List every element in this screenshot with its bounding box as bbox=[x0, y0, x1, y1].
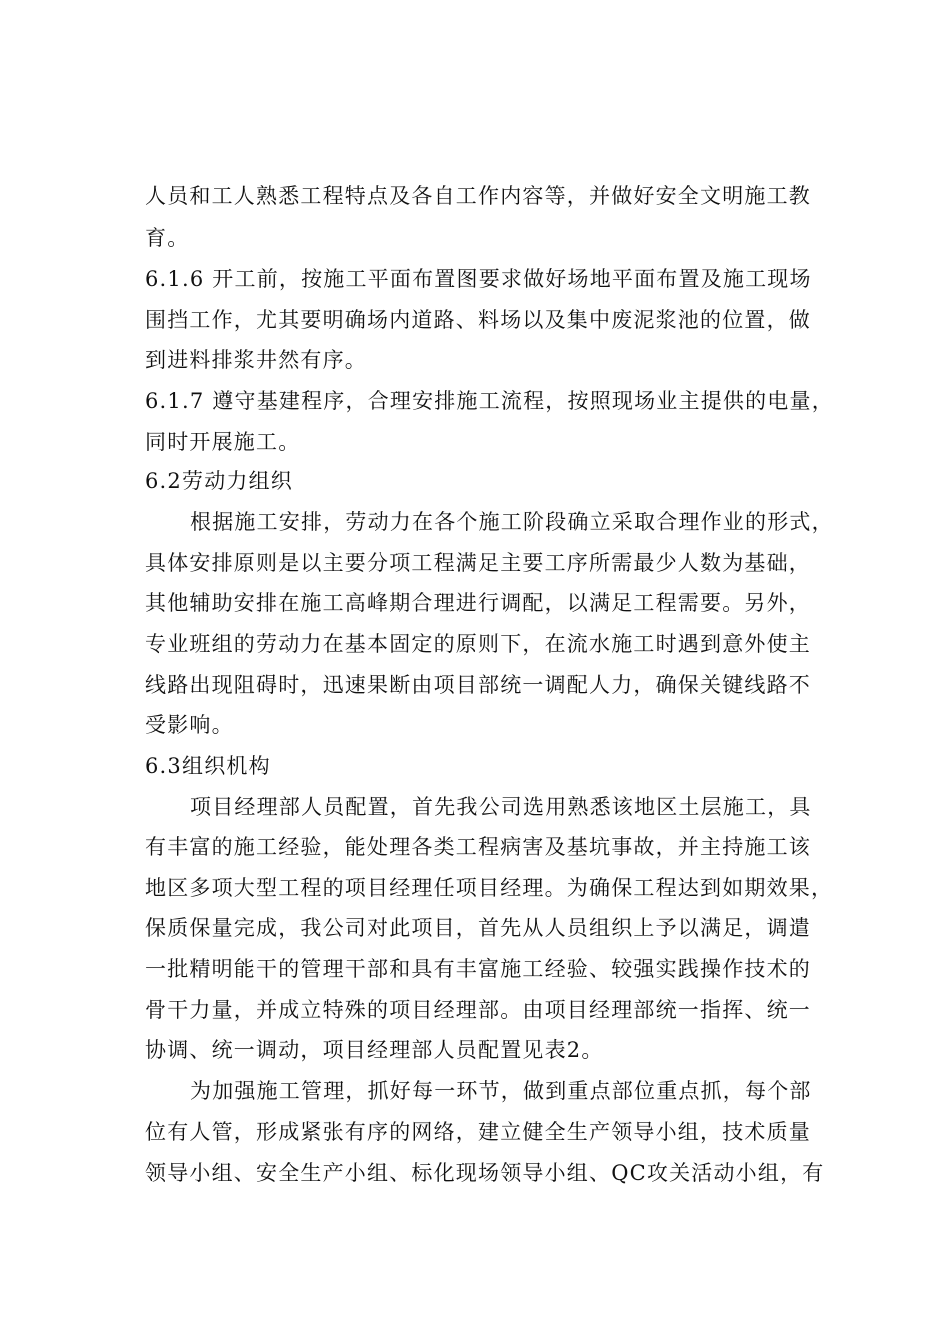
section-heading: 6.1.7 遵守基建程序，合理安排施工流程，按照现场业主提供的电量， bbox=[145, 389, 834, 413]
text-line: 育。 bbox=[145, 226, 190, 250]
text-line: 同时开展施工。 bbox=[145, 430, 301, 454]
text-line: 项目经理部人员配置，首先我公司选用熟悉该地区土层施工，具 bbox=[190, 795, 812, 819]
section-heading: 6.2劳动力组织 bbox=[145, 469, 293, 493]
text-line: 具体安排原则是以主要分项工程满足主要工序所需最少人数为基础， bbox=[145, 551, 811, 575]
section-heading: 6.1.6 开工前，按施工平面布置图要求做好场地平面布置及施工现场 bbox=[145, 267, 812, 291]
text-line: 专业班组的劳动力在基本固定的原则下，在流水施工时遇到意外使主 bbox=[145, 632, 811, 656]
text-line: 有丰富的施工经验，能处理各类工程病害及基坑事故，并主持施工该 bbox=[145, 835, 811, 859]
text-line: 根据施工安排，劳动力在各个施工阶段确立采取合理作业的形式， bbox=[190, 510, 834, 534]
text-line: 保质保量完成，我公司对此项目，首先从人员组织上予以满足，调遣 bbox=[145, 916, 811, 940]
text-line: 为加强施工管理，抓好每一环节，做到重点部位重点抓，每个部 bbox=[190, 1079, 812, 1103]
text-line: 骨干力量，并成立特殊的项目经理部。由项目经理部统一指挥、统一 bbox=[145, 998, 811, 1022]
text-line: 领导小组、安全生产小组、标化现场领导小组、QC攻关活动小组，有 bbox=[145, 1161, 825, 1185]
text-line: 协调、统一调动，项目经理部人员配置见表2。 bbox=[145, 1038, 604, 1062]
text-line: 位有人管，形成紧张有序的网络，建立健全生产领导小组，技术质量 bbox=[145, 1120, 811, 1144]
text-line: 一批精明能干的管理干部和具有丰富施工经验、较强实践操作技术的 bbox=[145, 957, 811, 981]
text-line: 到进料排浆井然有序。 bbox=[145, 348, 367, 372]
text-line: 受影响。 bbox=[145, 713, 234, 737]
text-line: 地区多项大型工程的项目经理任项目经理。为确保工程达到如期效果， bbox=[145, 876, 834, 900]
text-line: 线路出现阻碍时，迅速果断由项目部统一调配人力，确保关键线路不 bbox=[145, 673, 811, 697]
text-line: 其他辅助安排在施工高峰期合理进行调配，以满足工程需要。另外， bbox=[145, 591, 811, 615]
section-heading: 6.3组织机构 bbox=[145, 754, 271, 778]
text-line: 人员和工人熟悉工程特点及各自工作内容等，并做好安全文明施工教 bbox=[145, 184, 811, 208]
text-line: 围挡工作，尤其要明确场内道路、料场以及集中废泥浆池的位置，做 bbox=[145, 308, 811, 332]
